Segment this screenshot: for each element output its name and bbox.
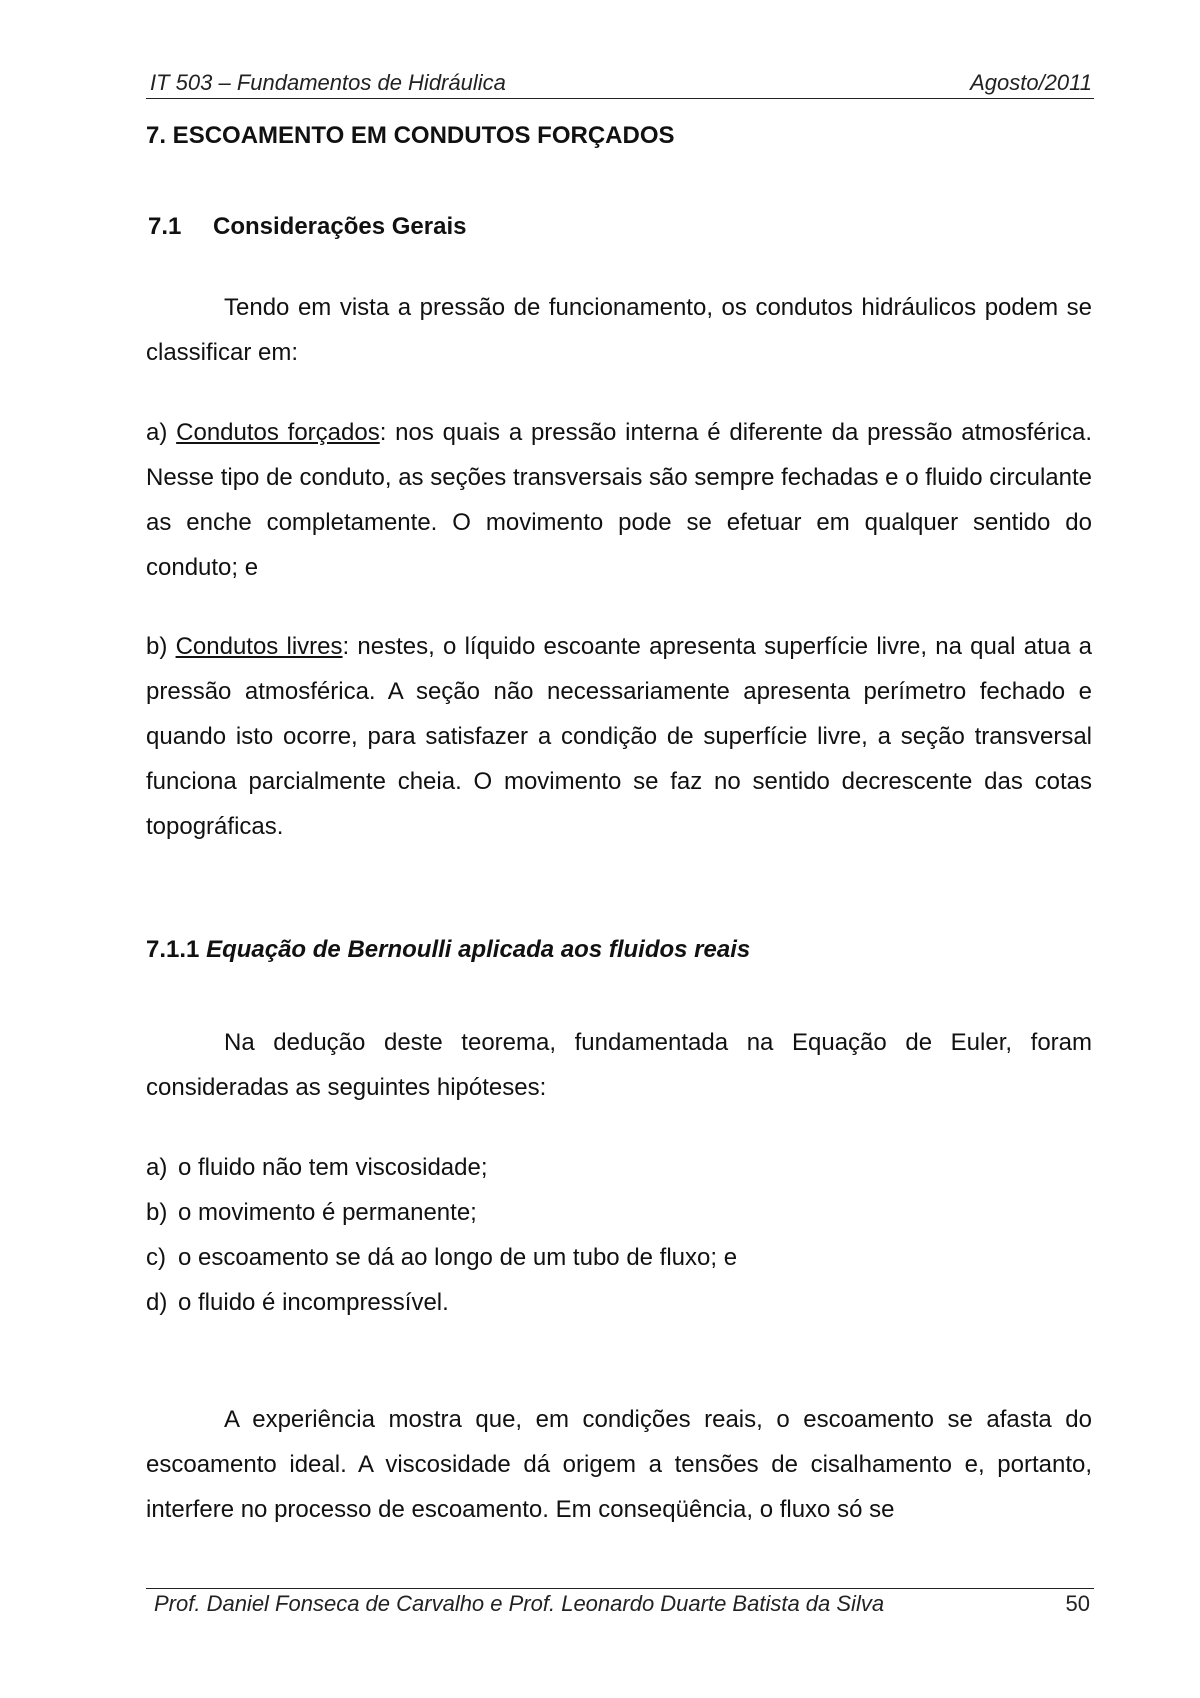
item-a-paragraph — [146, 410, 1092, 590]
page-header — [146, 70, 1094, 99]
item-b-text: : nestes, o líquido escoante apresenta superfície livre, na qual atua a pressão atmosférica. A seção não necessariamente apresenta perímetro fechado e quando isto ocorre, para satisfazer a condição de superfície livre, a seção transversal funciona parcialmente cheia. O movimento se faz no sentido decrescente das cotas topográficas. — [146, 633, 1093, 840]
list-item: b) o movimento é permanente; — [146, 1199, 477, 1226]
list-item: a) o fluido não tem viscosidade; — [146, 1154, 488, 1181]
item-a-text: : nos quais a pressão interna é diferente da pressão atmosférica. Nesse tipo de conduto, as seções transversais são sempre fechadas e o fluido circulante as enche completamente. O movimento pode se efetuar em qualquer sentido do conduto; e — [146, 419, 1092, 581]
deduction-paragraph: Na dedução deste teorema, fundamentada na Equação de Euler, foram consideradas as seguintes hipóteses: — [146, 1029, 1092, 1101]
experience-paragraph: A experiência mostra que, em condições reais, o escoamento se afasta do escoamento ideal. A viscosidade dá origem a tensões de cisalhamento e, portanto, interfere no processo de escoamento. Em conseqüência, o fluxo só se — [146, 1406, 1092, 1523]
page-footer — [146, 1588, 1094, 1616]
subsection-heading — [146, 934, 750, 966]
chapter-title: 7. ESCOAMENTO EM CONDUTOS FORÇADOS — [146, 122, 675, 149]
subsection-number: 7.1.1 — [146, 936, 200, 963]
item-b-marker: b) — [146, 633, 168, 660]
item-b-paragraph — [146, 624, 1092, 849]
section-title: Considerações Gerais — [213, 213, 467, 240]
item-b-term: Condutos livres — [175, 633, 343, 660]
list-item: c) o escoamento se dá ao longo de um tubo de fluxo; e — [146, 1244, 738, 1271]
page-number: 50 — [1065, 1591, 1090, 1616]
section-number: 7.1 — [148, 213, 182, 240]
footer-authors: Prof. Daniel Fonseca de Carvalho e Prof. Leonardo Duarte Batista da Silva — [154, 1591, 885, 1616]
item-a-term: Condutos forçados — [176, 419, 380, 446]
header-course: IT 503 – Fundamentos de Hidráulica — [150, 70, 506, 95]
list-item: d) o fluido é incompressível. — [146, 1289, 449, 1316]
hypotheses-list — [146, 1145, 1092, 1325]
subsection-title: Equação de Bernoulli aplicada aos fluidos reais — [206, 936, 751, 963]
header-date: Agosto/2011 — [970, 70, 1092, 95]
item-a-marker: a) — [146, 419, 168, 446]
section-heading — [148, 211, 466, 243]
intro-paragraph: Tendo em vista a pressão de funcionamento, os condutos hidráulicos podem se classificar em: — [146, 294, 1092, 366]
